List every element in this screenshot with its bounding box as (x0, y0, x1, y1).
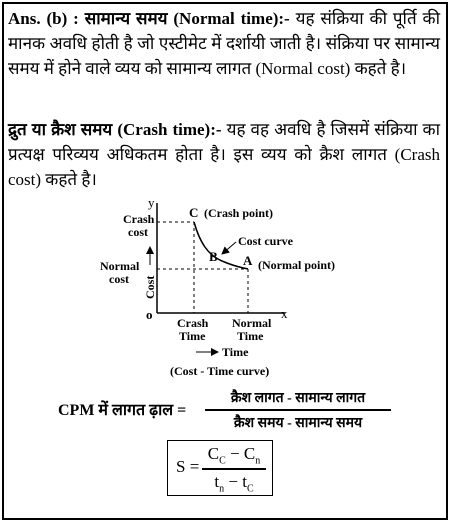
formula-den-op: − (224, 471, 243, 491)
cpm-denominator: क्रैश समय - सामान्य समय (233, 415, 363, 431)
chart-title: (Cost - Time curve) (170, 364, 270, 378)
cpm-fraction (203, 388, 393, 432)
formula-den-b-sub: C (246, 482, 254, 494)
slope-formula (167, 440, 273, 496)
point-c: C (189, 205, 199, 220)
point-c-label: (Crash point) (204, 206, 274, 220)
cost-curve-label: Cost curve (238, 234, 293, 248)
y-tick-crash-cost-1: Crash (123, 212, 155, 226)
cost-curve-pointer (222, 242, 236, 254)
formula-fraction-bar (202, 468, 266, 469)
formula-lhs: S = (176, 457, 200, 476)
formula-numerator (202, 444, 266, 466)
normal-time-paragraph (8, 6, 440, 81)
x-tick-crash-time-2: Time (179, 329, 206, 343)
y-tick-crash-cost-2: cost (128, 225, 148, 239)
cpm-label: CPM में लागत ढ़ाल = (58, 402, 187, 419)
x-tick-normal-time-1: Normal (232, 316, 272, 330)
formula-fraction (202, 444, 266, 494)
normal-time-heading: Ans. (b) : सामान्य समय (Normal time):- (8, 9, 290, 28)
point-a-label: (Normal point) (258, 258, 335, 272)
y-axis-name: y (148, 195, 155, 210)
y-tick-normal-cost-2: cost (109, 272, 129, 286)
cost-time-chart (0, 195, 454, 395)
y-tick-normal-cost-1: Normal (100, 259, 140, 273)
crash-time-heading: द्रुत या क्रैश समय (Crash time):- (8, 120, 222, 139)
x-axis-name: x (281, 306, 288, 321)
formula-num-b-sub: n (255, 455, 261, 467)
crash-time-paragraph (8, 117, 440, 192)
formula-den-b: t (242, 471, 247, 491)
x-tick-normal-time-2: Time (237, 329, 264, 343)
formula-denominator (202, 472, 266, 494)
origin-label: o (146, 307, 153, 322)
normal-time-text: यह संक्रिया की पूर्ति की मानक अवधि होती है जो एस्टीमेट में दर्शायी जाती है। संक्रिया पर सामान्य समय में होने वाले व्यय को सामान्य लागत (Normal cost) कहते है। (8, 9, 440, 78)
y-axis-label: Cost (143, 275, 157, 299)
point-b: B (209, 249, 218, 264)
formula-num-a: C (207, 444, 220, 463)
formula-den-a: t (214, 471, 220, 491)
x-axis-label: Time (222, 345, 249, 359)
formula-den-a-sub: n (219, 482, 225, 494)
point-a: A (243, 253, 253, 268)
formula-num-op: − (225, 444, 244, 463)
cpm-numerator: क्रैश लागत - सामान्य लागत (230, 391, 366, 406)
x-tick-crash-time-1: Crash (177, 316, 209, 330)
crash-time-text: यह वह अवधि है जिसमें संक्रिया का प्रत्यक्ष परिव्यय अधिकतम होता है। इस व्यय को क्रैश लागत (Crash cost) कहते है। (8, 120, 440, 189)
formula-num-a-sub: C (219, 455, 226, 467)
formula-num-b: C (243, 444, 256, 463)
